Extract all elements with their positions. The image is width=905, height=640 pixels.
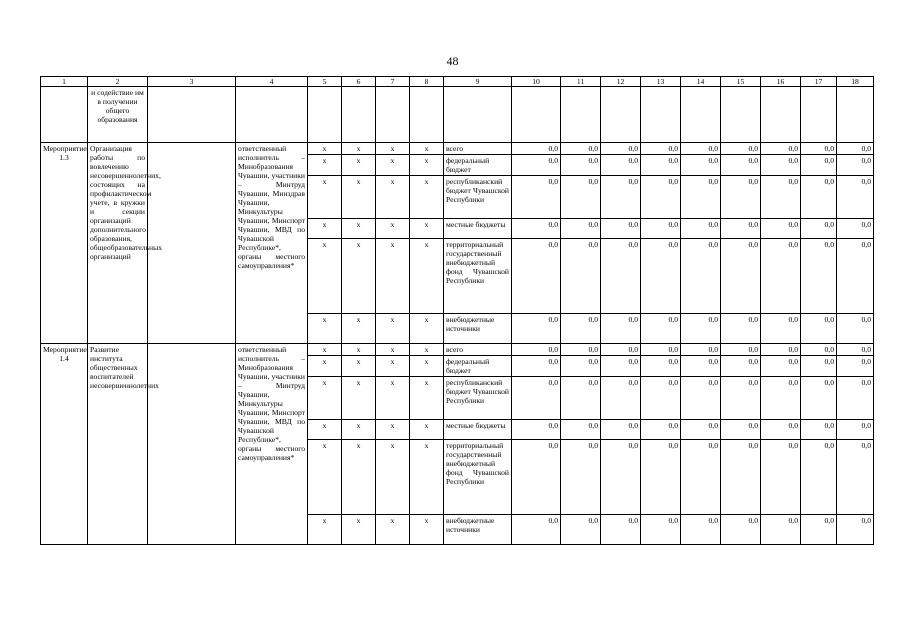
- budget-code: x: [410, 420, 444, 440]
- funding-source: внебюджетные источники: [444, 314, 512, 344]
- cell: [376, 87, 410, 143]
- funding-value: 0,0: [801, 377, 837, 420]
- funding-value: 0,0: [681, 143, 721, 155]
- funding-value: 0,0: [721, 440, 761, 515]
- cell: [410, 87, 444, 143]
- column-header: 4: [236, 77, 308, 87]
- funding-value: 0,0: [561, 515, 601, 545]
- funding-value: 0,0: [801, 314, 837, 344]
- budget-code: x: [308, 239, 342, 314]
- budget-code: x: [308, 420, 342, 440]
- funding-value: 0,0: [721, 143, 761, 155]
- budget-code: x: [376, 176, 410, 219]
- funding-value: 0,0: [681, 356, 721, 377]
- measure-name: Развитие института общественных воспитателей несовершеннолетних: [88, 344, 148, 545]
- cell: [41, 87, 88, 143]
- funding-value: 0,0: [837, 155, 874, 176]
- funding-value: 0,0: [641, 356, 681, 377]
- budget-code: x: [410, 515, 444, 545]
- cell: [721, 87, 761, 143]
- budget-code: x: [410, 356, 444, 377]
- budget-code: x: [342, 356, 376, 377]
- funding-row: [41, 344, 874, 356]
- budget-code: x: [342, 143, 376, 155]
- funding-row: [41, 143, 874, 155]
- funding-value: 0,0: [801, 219, 837, 239]
- funding-value: 0,0: [512, 219, 561, 239]
- funding-value: 0,0: [837, 420, 874, 440]
- measure-executors: ответственный исполнитель – Минобразования Чувашии, участники – Минтруд Чувашии, Минкультуры Чувашии, Минспорт Чувашии, МВД по Чувашской Республике*, органы местного самоуправления*: [236, 344, 308, 545]
- funding-value: 0,0: [601, 176, 641, 219]
- budget-code: x: [410, 155, 444, 176]
- funding-value: 0,0: [761, 344, 801, 356]
- budget-code: x: [308, 176, 342, 219]
- budget-code: x: [308, 314, 342, 344]
- cell: [561, 87, 601, 143]
- column-header: 3: [148, 77, 236, 87]
- funding-value: 0,0: [801, 515, 837, 545]
- cell: [308, 87, 342, 143]
- funding-value: 0,0: [601, 377, 641, 420]
- funding-value: 0,0: [561, 420, 601, 440]
- funding-value: 0,0: [761, 420, 801, 440]
- page-number: 48: [446, 54, 459, 68]
- budget-code: x: [376, 219, 410, 239]
- funding-value: 0,0: [512, 356, 561, 377]
- funding-value: 0,0: [561, 143, 601, 155]
- budget-code: x: [308, 440, 342, 515]
- column-header: 8: [410, 77, 444, 87]
- funding-value: 0,0: [681, 440, 721, 515]
- column-header: 9: [444, 77, 512, 87]
- funding-value: 0,0: [601, 344, 641, 356]
- funding-value: 0,0: [761, 314, 801, 344]
- cell: [236, 87, 308, 143]
- budget-code: x: [308, 219, 342, 239]
- budget-code: x: [410, 344, 444, 356]
- cell: [801, 87, 837, 143]
- budget-code: x: [410, 219, 444, 239]
- column-header: 16: [761, 77, 801, 87]
- budget-code: x: [308, 344, 342, 356]
- column-header: 14: [681, 77, 721, 87]
- budget-code: x: [342, 440, 376, 515]
- funding-value: 0,0: [721, 155, 761, 176]
- funding-value: 0,0: [601, 420, 641, 440]
- budget-code: x: [410, 440, 444, 515]
- budget-code: x: [376, 356, 410, 377]
- funding-value: 0,0: [601, 356, 641, 377]
- funding-value: 0,0: [801, 356, 837, 377]
- cell: [444, 87, 512, 143]
- funding-value: 0,0: [837, 377, 874, 420]
- funding-value: 0,0: [837, 356, 874, 377]
- funding-value: 0,0: [601, 314, 641, 344]
- budget-code: x: [376, 440, 410, 515]
- funding-value: 0,0: [721, 420, 761, 440]
- funding-value: 0,0: [837, 176, 874, 219]
- funding-value: 0,0: [641, 440, 681, 515]
- column-header: 10: [512, 77, 561, 87]
- budget-code: x: [342, 344, 376, 356]
- cell: [837, 87, 874, 143]
- funding-value: 0,0: [512, 440, 561, 515]
- funding-value: 0,0: [561, 377, 601, 420]
- budget-code: x: [342, 155, 376, 176]
- column-header: 7: [376, 77, 410, 87]
- budget-code: x: [376, 344, 410, 356]
- funding-value: 0,0: [801, 143, 837, 155]
- funding-value: 0,0: [761, 143, 801, 155]
- column-header: 6: [342, 77, 376, 87]
- funding-value: 0,0: [601, 155, 641, 176]
- budget-code: x: [342, 420, 376, 440]
- funding-value: 0,0: [721, 219, 761, 239]
- funding-value: 0,0: [681, 377, 721, 420]
- cell: [641, 87, 681, 143]
- funding-value: 0,0: [837, 143, 874, 155]
- measure-id: Мероприятие 1.3: [41, 143, 88, 344]
- funding-value: 0,0: [761, 356, 801, 377]
- funding-value: 0,0: [512, 143, 561, 155]
- funding-value: 0,0: [721, 239, 761, 314]
- funding-value: 0,0: [801, 155, 837, 176]
- column-header-row: [41, 77, 874, 87]
- funding-value: 0,0: [641, 515, 681, 545]
- column-header: 13: [641, 77, 681, 87]
- funding-source: местные бюджеты: [444, 420, 512, 440]
- budget-code: x: [308, 155, 342, 176]
- funding-value: 0,0: [837, 219, 874, 239]
- budget-code: x: [410, 314, 444, 344]
- funding-value: 0,0: [761, 515, 801, 545]
- budget-code: x: [342, 377, 376, 420]
- budget-code: x: [342, 219, 376, 239]
- budget-code: x: [308, 356, 342, 377]
- continuation-row: [41, 87, 874, 143]
- funding-value: 0,0: [641, 176, 681, 219]
- budget-code: x: [376, 420, 410, 440]
- cell: [148, 344, 236, 545]
- funding-source: внебюджетные источники: [444, 515, 512, 545]
- cell: [761, 87, 801, 143]
- funding-value: 0,0: [641, 377, 681, 420]
- measure-name: Организация работы по вовлечению несовершеннолетних, состоящих на профилактическом учете, в кружки и секции организаций дополнительного образования, общеобразовательных организаций: [88, 143, 148, 344]
- budget-code: x: [410, 143, 444, 155]
- cell: [342, 87, 376, 143]
- funding-value: 0,0: [721, 377, 761, 420]
- budget-code: x: [376, 143, 410, 155]
- column-header: 11: [561, 77, 601, 87]
- funding-source: республиканский бюджет Чувашской Республики: [444, 377, 512, 420]
- funding-value: 0,0: [512, 176, 561, 219]
- funding-value: 0,0: [641, 239, 681, 314]
- funding-value: 0,0: [512, 155, 561, 176]
- column-header: 15: [721, 77, 761, 87]
- funding-value: 0,0: [512, 377, 561, 420]
- funding-value: 0,0: [761, 219, 801, 239]
- budget-code: x: [376, 314, 410, 344]
- funding-value: 0,0: [837, 344, 874, 356]
- funding-value: 0,0: [601, 440, 641, 515]
- funding-value: 0,0: [801, 239, 837, 314]
- column-header: 5: [308, 77, 342, 87]
- funding-value: 0,0: [837, 314, 874, 344]
- cell: [148, 87, 236, 143]
- funding-value: 0,0: [721, 515, 761, 545]
- funding-value: 0,0: [601, 143, 641, 155]
- funding-value: 0,0: [761, 440, 801, 515]
- budget-code: x: [342, 314, 376, 344]
- funding-value: 0,0: [801, 344, 837, 356]
- funding-source: всего: [444, 143, 512, 155]
- funding-source: всего: [444, 344, 512, 356]
- budget-code: x: [410, 176, 444, 219]
- funding-value: 0,0: [512, 239, 561, 314]
- funding-value: 0,0: [641, 314, 681, 344]
- funding-value: 0,0: [641, 155, 681, 176]
- budget-code: x: [308, 515, 342, 545]
- budget-code: x: [376, 239, 410, 314]
- budget-table: [40, 76, 874, 545]
- funding-value: 0,0: [601, 239, 641, 314]
- funding-value: 0,0: [561, 155, 601, 176]
- funding-source: территориальный государственный внебюджетный фонд Чувашской Республики: [444, 440, 512, 515]
- column-header: 2: [88, 77, 148, 87]
- table-body: [41, 77, 874, 545]
- funding-value: 0,0: [801, 420, 837, 440]
- funding-value: 0,0: [681, 155, 721, 176]
- funding-value: 0,0: [761, 176, 801, 219]
- column-header: 18: [837, 77, 874, 87]
- funding-value: 0,0: [681, 314, 721, 344]
- continuation-measure-name: и содействие им в получении общего образования: [88, 87, 148, 143]
- funding-value: 0,0: [721, 176, 761, 219]
- funding-value: 0,0: [681, 515, 721, 545]
- cell: [601, 87, 641, 143]
- funding-value: 0,0: [512, 344, 561, 356]
- funding-value: 0,0: [721, 314, 761, 344]
- funding-value: 0,0: [561, 344, 601, 356]
- funding-value: 0,0: [561, 219, 601, 239]
- funding-value: 0,0: [681, 176, 721, 219]
- budget-code: x: [410, 239, 444, 314]
- funding-value: 0,0: [801, 440, 837, 515]
- budget-code: x: [308, 143, 342, 155]
- funding-value: 0,0: [601, 219, 641, 239]
- funding-value: 0,0: [681, 344, 721, 356]
- funding-value: 0,0: [801, 176, 837, 219]
- funding-value: 0,0: [681, 219, 721, 239]
- measure-executors: ответственный исполнитель – Минобразования Чувашии, участники – Минтруд Чувашии, Минздрав Чувашии, Минкультуры Чувашии, Минспорт Чувашии, МВД по Чувашской Республике*, органы местного самоуправления*: [236, 143, 308, 344]
- funding-value: 0,0: [512, 420, 561, 440]
- budget-code: x: [342, 176, 376, 219]
- funding-value: 0,0: [761, 377, 801, 420]
- funding-value: 0,0: [641, 420, 681, 440]
- budget-code: x: [376, 155, 410, 176]
- funding-value: 0,0: [601, 515, 641, 545]
- funding-value: 0,0: [837, 440, 874, 515]
- budget-code: x: [376, 515, 410, 545]
- budget-code: x: [376, 377, 410, 420]
- funding-value: 0,0: [681, 420, 721, 440]
- funding-value: 0,0: [561, 239, 601, 314]
- funding-value: 0,0: [561, 314, 601, 344]
- funding-value: 0,0: [641, 219, 681, 239]
- funding-value: 0,0: [512, 515, 561, 545]
- funding-source: республиканский бюджет Чувашской Республики: [444, 176, 512, 219]
- budget-code: x: [342, 515, 376, 545]
- funding-value: 0,0: [721, 356, 761, 377]
- funding-value: 0,0: [761, 239, 801, 314]
- measure-id: Мероприятие 1.4: [41, 344, 88, 545]
- funding-source: территориальный государственный внебюджетный фонд Чувашской Республики: [444, 239, 512, 314]
- funding-value: 0,0: [561, 440, 601, 515]
- funding-value: 0,0: [512, 314, 561, 344]
- column-header: 17: [801, 77, 837, 87]
- funding-value: 0,0: [561, 176, 601, 219]
- cell: [512, 87, 561, 143]
- funding-value: 0,0: [837, 239, 874, 314]
- funding-value: 0,0: [837, 515, 874, 545]
- funding-value: 0,0: [641, 344, 681, 356]
- column-header: 1: [41, 77, 88, 87]
- funding-value: 0,0: [641, 143, 681, 155]
- budget-code: x: [410, 377, 444, 420]
- funding-source: федеральный бюджет: [444, 155, 512, 176]
- funding-value: 0,0: [761, 155, 801, 176]
- budget-code: x: [342, 239, 376, 314]
- cell: [681, 87, 721, 143]
- column-header: 12: [601, 77, 641, 87]
- funding-source: федеральный бюджет: [444, 356, 512, 377]
- funding-value: 0,0: [681, 239, 721, 314]
- budget-code: x: [308, 377, 342, 420]
- funding-source: местные бюджеты: [444, 219, 512, 239]
- funding-value: 0,0: [721, 344, 761, 356]
- funding-value: 0,0: [561, 356, 601, 377]
